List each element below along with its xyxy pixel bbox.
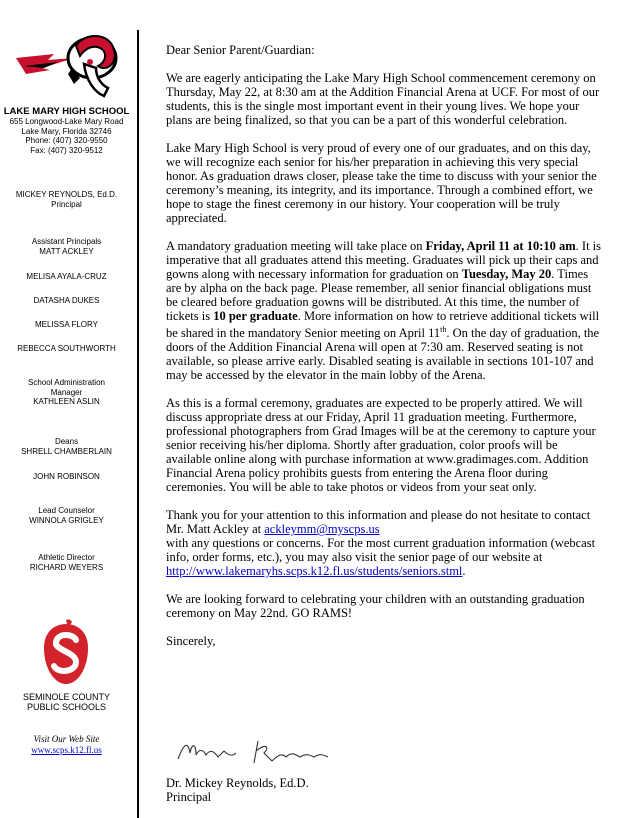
signer-block xyxy=(166,776,309,804)
website-block xyxy=(0,734,133,756)
paragraph-6: We are looking forward to celebrating your children with an outstanding graduation ceremony on May 22nd. GO RAMS! xyxy=(166,592,585,621)
deans-block xyxy=(0,437,133,456)
ram-mascot-logo xyxy=(14,28,124,98)
paragraph-1: We are eagerly anticipating the Lake Mary High School commencement ceremony on Thursday, May 22, at 8:30 am at the Addition Financial Arena at UCF. For most of our students, this is the single most important event in their young lives. We hope your plans are being finalized, so that you can be a part of this wonderful celebration. xyxy=(166,71,600,127)
seminole-county-logo xyxy=(36,618,96,688)
district-line2: PUBLIC SCHOOLS xyxy=(26,702,107,712)
staff-name: MELISA AYALA-CRUZ xyxy=(26,272,107,281)
counselor-title: Lead Counselor xyxy=(38,506,95,515)
staff-name: DATASHA DUKES xyxy=(33,296,100,305)
p3-text-c: . It is imperative that all graduates attend this meeting. Graduates will pick up their caps and gowns along with necessary information for graduation on xyxy=(166,239,602,281)
ticket-count: 10 per graduate xyxy=(213,309,298,323)
staff-name: MELISSA FLORY xyxy=(35,320,98,329)
sam-title-line2: Manager xyxy=(50,387,83,397)
vertical-divider xyxy=(137,30,139,818)
sam-block xyxy=(0,378,133,407)
p3-text-a: A mandatory graduation meeting will take place on xyxy=(166,239,426,253)
athletic-director-block xyxy=(0,553,133,572)
meeting-date: Friday, April 11 at 10:10 am xyxy=(425,239,576,253)
assistant-principals-block xyxy=(0,237,133,256)
counselor-name: WINNOLA GRIGLEY xyxy=(29,515,104,525)
email-link[interactable]: ackleymm@myscps.us xyxy=(264,522,380,537)
paragraph-3 xyxy=(166,239,603,382)
assistant-principals-title: Assistant Principals xyxy=(31,237,102,246)
district-line1: SEMINOLE COUNTY xyxy=(22,692,110,702)
signature-block xyxy=(174,733,334,774)
paragraph-4: As this is a formal ceremony, graduates are expected to be properly attired. We will discuss appropriate dress at our Friday, April 11 graduation meeting. Furthermore, professional photographers from Grad Images will be at the ceremony to capture your senior receiving his/her diploma. Shortly after graduation, color proofs will be available online along with purchase information at www.gradimages.com. Addition Financial Arena policy prohibits guests from entering the Arena floor during ceremonies. You will be able to take photos or videos from your seat only. xyxy=(166,396,596,495)
sam-name: KATHLEEN ASLIN xyxy=(33,397,100,406)
paragraph-2: Lake Mary High School is very proud of every one of our graduates, and on this day, we will recognize each senior for his/her preparation in achieving this very special honor. As graduation draws closer, please take the time to discuss with your senior the ceremony’s meaning, its integrity, and its importance. Through a combined effort, we hope to stage the finest ceremony in our history. Your cooperation will be truly appreciated. xyxy=(166,141,597,225)
school-fax: Fax: (407) 320-9512 xyxy=(30,145,103,155)
school-address-line2: Lake Mary, Florida 32746 xyxy=(21,126,112,136)
principal-title: Principal xyxy=(51,199,82,209)
p5-period: . xyxy=(462,564,466,579)
greeting: Dear Senior Parent/Guardian: xyxy=(166,43,315,57)
counselor-block xyxy=(0,506,133,525)
closing: Sincerely, xyxy=(166,634,216,649)
p5-text-a: Thank you for your attention to this information and please do not hesitate to contact Mr. Matt Ackley at xyxy=(166,508,591,537)
p3-text-i: . On the day of graduation, the doors of the Addition Financial Arena will open at 7:30 am. Reserved seating is not available, so please arrive early. Disabled seating is available in sections 101-107 and may be accessed by the elevator in the main lobby of the Arena. xyxy=(166,326,600,383)
paragraph-5 xyxy=(166,508,603,578)
school-info xyxy=(0,106,133,155)
staff-name: SHRELL CHAMBERLAIN xyxy=(21,446,112,456)
staff-name: MATT ACKLEY xyxy=(39,246,94,256)
p3-text-g: . More information on how to retrieve additional tickets will be shared in the mandatory Senior meeting on April 11 xyxy=(166,309,600,341)
district-name xyxy=(0,692,133,712)
p3-text-e: . Times are by alpha on the back page. Please remember, all senior financial obligations must be cleared before graduation gowns will be distributed. At this time, the number of tickets is xyxy=(166,267,592,323)
athletic-director-name: RICHARD WEYERS xyxy=(29,562,104,572)
principal-name: MICKEY REYNOLDS, Ed.D. xyxy=(15,190,118,199)
sam-title-line1: School Administration xyxy=(28,378,105,387)
website-link[interactable]: www.scps.k12.fl.us xyxy=(31,745,102,755)
ordinal-suffix: th xyxy=(440,325,447,334)
staff-name: JOHN ROBINSON xyxy=(33,472,100,481)
cap-gown-date: Tuesday, May 20 xyxy=(461,267,552,281)
signature-image xyxy=(174,733,334,769)
signer-name: Dr. Mickey Reynolds, Ed.D. xyxy=(166,776,309,790)
staff-name: REBECCA SOUTHWORTH xyxy=(17,344,116,353)
principal-block xyxy=(0,190,133,209)
website-label: Visit Our Web Site xyxy=(33,734,100,744)
school-phone: Phone: (407) 320-9550 xyxy=(25,136,108,145)
school-name: LAKE MARY HIGH SCHOOL xyxy=(3,106,130,117)
letter-body xyxy=(166,43,603,648)
p5-text-b: with any questions or concerns. For the most current graduation information (webcast info, order forms, etc.), you may also visit the senior page of our website at xyxy=(166,536,596,565)
deans-title: Deans xyxy=(54,437,79,446)
sidebar xyxy=(0,0,133,818)
school-address-line1: 655 Longwood-Lake Mary Road xyxy=(9,117,124,126)
senior-page-link[interactable]: http://www.lakemaryhs.scps.k12.fl.us/students/seniors.stml xyxy=(166,564,463,579)
signer-title: Principal xyxy=(166,790,212,804)
athletic-director-title: Athletic Director xyxy=(38,553,95,562)
